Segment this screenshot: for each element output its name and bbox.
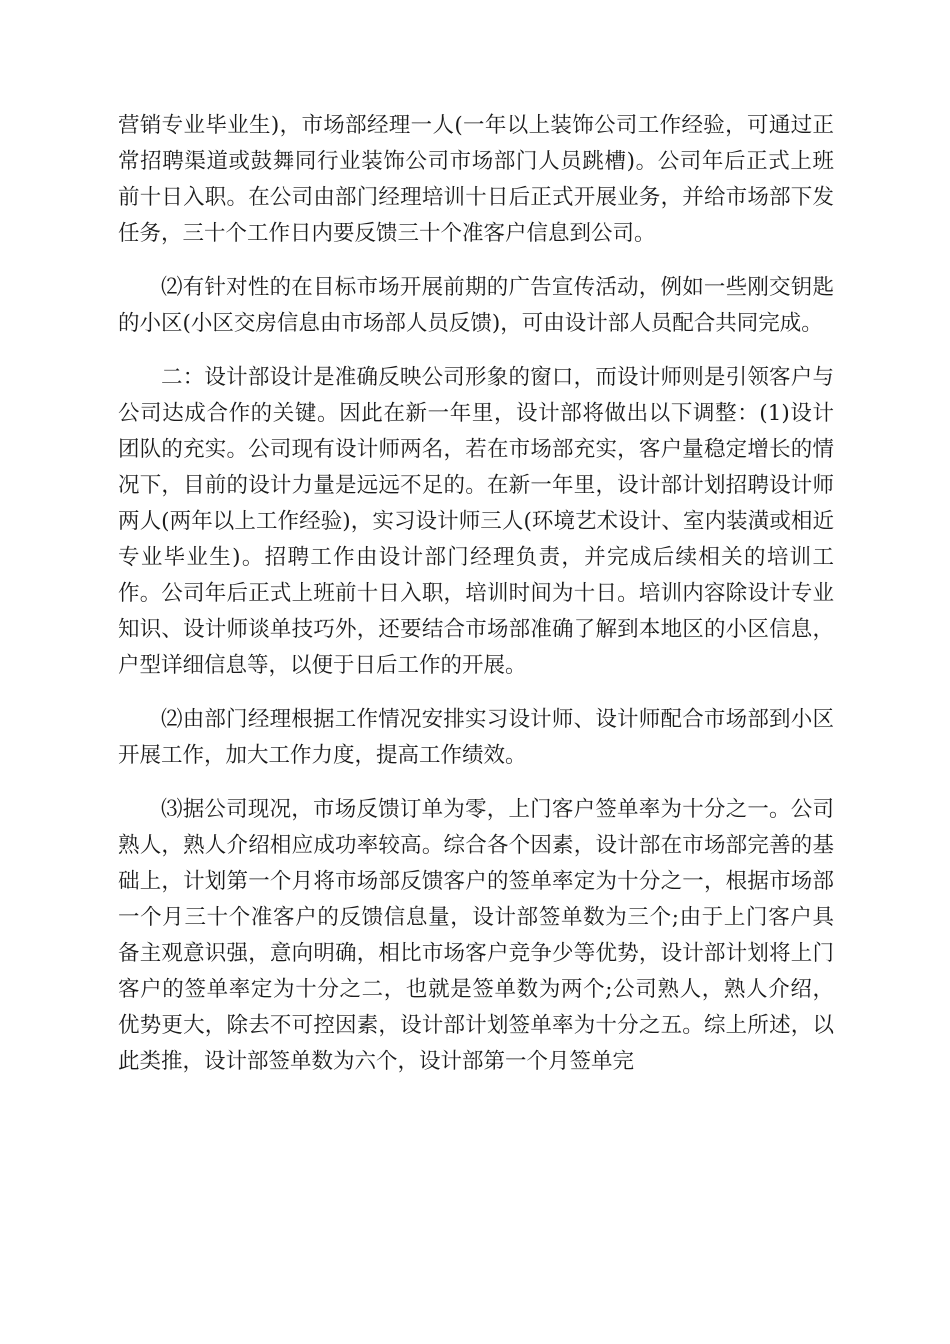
paragraph-signing-rate: ⑶据公司现况，市场反馈订单为零，上门客户签单率为十分之一。公司熟人，熟人介绍相应成功率较高。综合各个因素，设计部在市场部完善的基础上，计划第一个月将市场部反馈客户的签单率定为十分之一，根据市场部一个月三十个准客户的反馈信息量，设计部签单数为三个;由于上门客户具备主观意识强，意向明确，相比市场客户竞争少等优势，设计部计划将上门客户的签单率定为十分之二，也就是签单数为两个;公司熟人，熟人介绍，优势更大，除去不可控因素，设计部计划签单率为十分之五。综上所述，以此类推，设计部签单数为六个，设计部第一个月签单完 — [118, 797, 834, 1074]
paragraph-intern-arrangement: ⑵由部门经理根据工作情况安排实习设计师、设计师配合市场部到小区开展工作，加大工作力度，提高工作绩效。 — [118, 707, 834, 768]
paragraph-market-staffing: 营销专业毕业生)，市场部经理一人(一年以上装饰公司工作经验，可通过正常招聘渠道或鼓舞同行业装饰公司市场部门人员跳槽)。公司年后正式上班前十日入职。在公司由部门经理培训十日后正式开展业务，并给市场部下发任务，三十个工作日内要反馈三十个准客户信息到公司。 — [118, 113, 834, 246]
document-body — [118, 108, 834, 1098]
paragraph-design-department: 二：设计部设计是准确反映公司形象的窗口，而设计师则是引领客户与公司达成合作的关键。因此在新一年里，设计部将做出以下调整：(1)设计团队的充实。公司现有设计师两名，若在市场部充实，客户量稳定增长的情况下，目前的设计力量是远远不足的。在新一年里，设计部计划招聘设计师两人(两年以上工作经验)，实习设计师三人(环境艺术设计、室内装潢或相近专业毕业生)。招聘工作由设计部门经理负责，并完成后续相关的培训工作。公司年后正式上班前十日入职，培训时间为十日。培训内容除设计专业知识、设计师谈单技巧外，还要结合市场部准确了解到本地区的小区信息，户型详细信息等，以便于日后工作的开展。 — [118, 365, 834, 678]
paragraph-advertising: ⑵有针对性的在目标市场开展前期的广告宣传活动，例如一些刚交钥匙的小区(小区交房信息由市场部人员反馈)，可由设计部人员配合共同完成。 — [118, 275, 834, 336]
